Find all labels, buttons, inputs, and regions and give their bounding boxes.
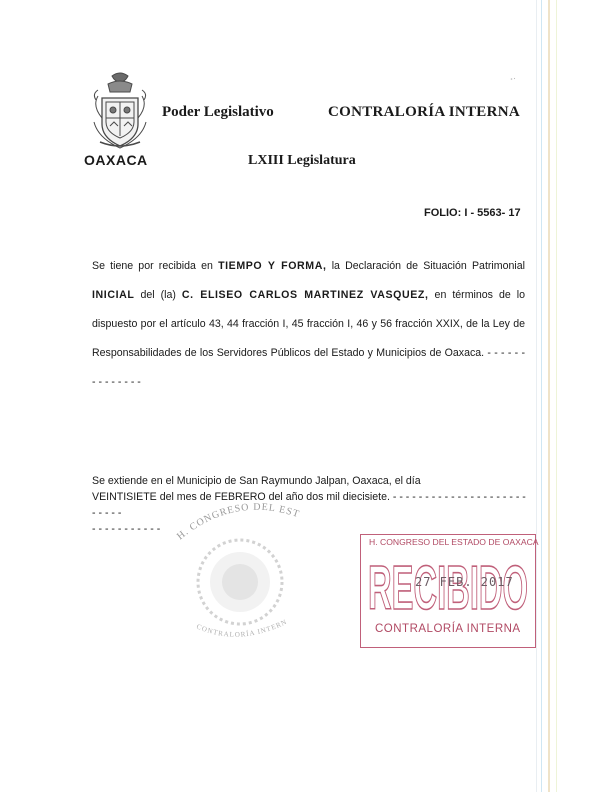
crest-label: OAXACA [84,152,148,168]
paragraph-text: la Declaración de Situación Patrimonial [326,260,525,272]
paragraph-text: en términos de lo dispuesto por el artículo 43, 44 fracción I, 45 fracción I, 46 y 56 fracción XXIX, de la Ley de Responsabilidades de los Servidores Públicos del Estado y Municipios de Oaxaca. [92,289,525,359]
congress-seal [160,500,320,650]
scan-edge-line [541,0,542,792]
seal-bottom-text: CONTRALORÍA INTERN [195,617,289,639]
dash-filler: - - - - - - - - - - - - - - [92,347,526,388]
legislature-name: LXIII Legislatura [248,153,356,168]
declarant-name: C. ELISEO CARLOS MARTINEZ VASQUEZ, [181,289,429,301]
stamp-date: 27 FEB. 2017 [415,575,514,589]
svg-text:H. CONGRESO DEL ESTADO [160,500,300,542]
folio-number: FOLIO: I - 5563- 17 [424,207,521,219]
dash-filler: - - - - - - - - - - - - - - - - - - - - - - - - - - [92,491,526,519]
office-name: CONTRALORÍA INTERNA [328,104,520,120]
paragraph-text: Se tiene por recibida en [92,260,219,272]
declaration-paragraph [92,252,525,397]
seal-arc-text: H. CONGRESO DEL EST [175,501,301,543]
closing-date-text: VEINTISIETE del mes de FEBRERO del año dos mil diecisiete. [92,491,390,503]
received-stamp [360,534,539,648]
scan-edge-line [536,0,537,792]
paragraph-text: del (la) [134,289,182,301]
paragraph-bold: INICIAL [92,289,135,301]
stamp-header: H. CONGRESO DEL ESTADO DE OAXACA [369,537,539,547]
stamp-big-text: RECIBIDO [368,554,528,617]
paragraph-bold: TIEMPO Y FORMA, [218,260,327,272]
stamp-office: CONTRALORÍA INTERNA [375,623,521,635]
branch-name: Poder Legislativo [162,104,274,120]
scan-edge-line [548,0,550,792]
oaxaca-coat-of-arms [86,70,154,158]
dash-filler: - - - - - - - - - - - [92,523,161,535]
scan-speck [510,68,516,72]
scan-edge-line [556,0,557,792]
closing-line: Se extiende en el Municipio de San Raymundo Jalpan, Oaxaca, el día [92,475,421,487]
